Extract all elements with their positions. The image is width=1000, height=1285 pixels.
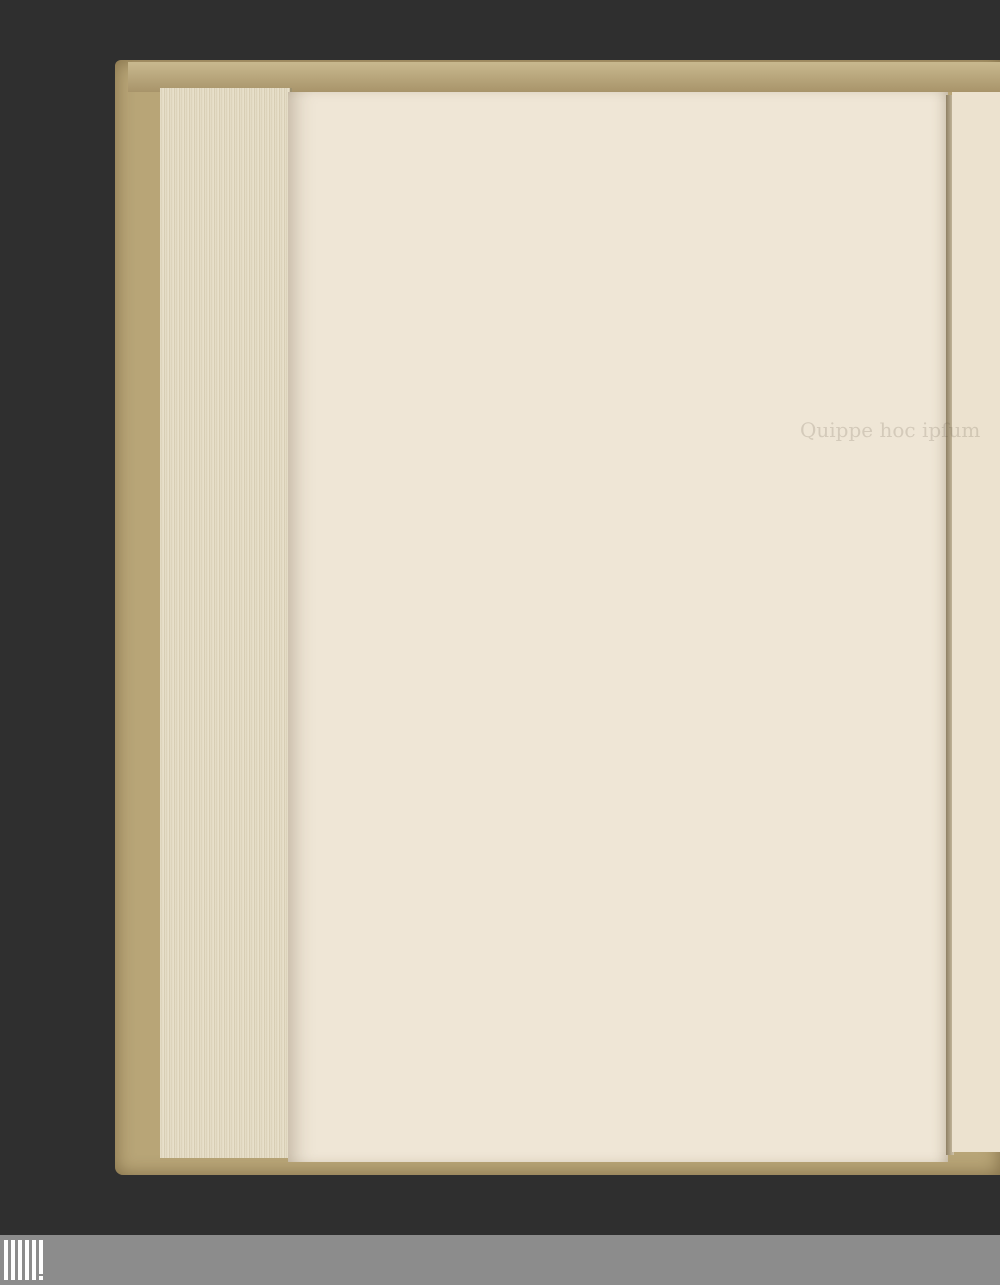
left-page: [288, 92, 948, 1162]
library-logo-icon: [4, 1240, 46, 1280]
footer-bar: [0, 1235, 1000, 1285]
bleed-through-text: Quippe hoc ipſum: [800, 418, 981, 442]
page-stack-edge: [160, 88, 292, 1158]
right-page-fragment: [952, 92, 1000, 1152]
